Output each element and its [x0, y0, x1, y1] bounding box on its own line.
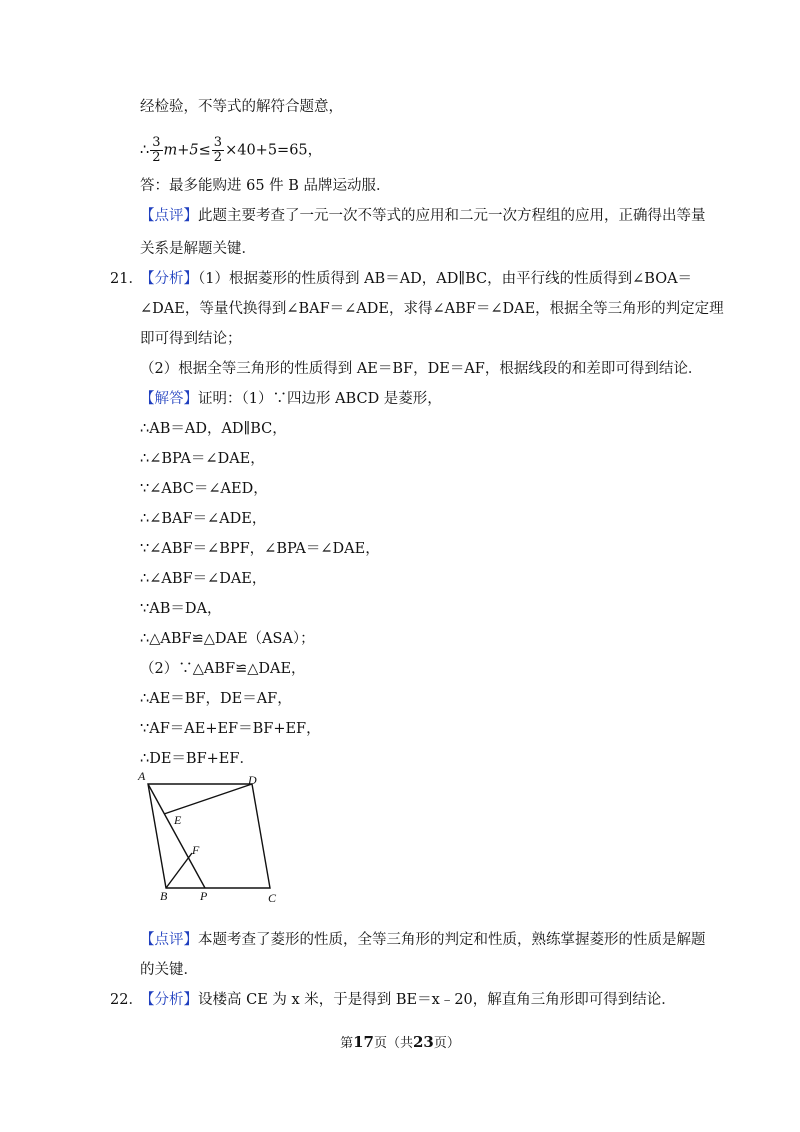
segment-bf	[166, 853, 192, 888]
total-pages: 23	[413, 1033, 434, 1051]
proof-line: ∴∠ABF＝∠DAE，	[140, 571, 267, 587]
tag-label: 【点评】	[140, 932, 198, 948]
tag-label: 【分析】	[140, 271, 198, 287]
proof-line: ∵∠ABF＝∠BPF，∠BPA＝∠DAE，	[140, 541, 380, 557]
fraction: $\frac{3}{2}$	[152, 135, 161, 165]
label-e: E	[174, 813, 182, 827]
label-b: B	[160, 889, 168, 903]
answer-line: 【解答】证明：（1）∵四边形 ABCD 是菱形，	[140, 391, 442, 407]
text-line: 的关键．	[140, 962, 198, 978]
text-line: 即可得到结论；	[140, 331, 242, 347]
text-line: 答：最多能购进 65 件 B 品牌运动服．	[140, 178, 391, 194]
label-d: D	[248, 773, 257, 787]
proof-line: （2）∵△ABF≌△DAE，	[140, 661, 306, 677]
page-number: 17	[353, 1033, 374, 1051]
text-line: 经检验，不等式的解符合题意，	[140, 99, 343, 115]
text-line: 关系是解题关键．	[140, 241, 256, 257]
label-c: C	[268, 891, 277, 905]
segment-de	[164, 784, 252, 814]
math-line: ∴ $\frac{3}{2}$ m+5≤ $\frac{3}{2}$ ×40+5=65，	[140, 135, 323, 165]
tag-label: 【解答】	[140, 391, 198, 407]
proof-line: ∴AB＝AD，AD∥BC，	[140, 421, 287, 437]
rhombus-abcd	[148, 784, 270, 888]
comment-line: 【点评】此题主要考查了一元一次不等式的应用和二元一次方程组的应用，正确得出等量	[140, 208, 706, 224]
question-number: 22．	[110, 992, 143, 1008]
tag-label: 【分析】	[140, 992, 198, 1008]
question-header: 21．【分析】（1）根据菱形的性质得到 AB＝AD，AD∥BC，由平行线的性质得到∠BOA＝	[110, 271, 693, 287]
proof-line: ∵∠ABC＝∠AED，	[140, 481, 268, 497]
proof-line: ∴∠BPA＝∠DAE，	[140, 451, 265, 467]
proof-line: ∴∠BAF＝∠ADE，	[140, 511, 267, 527]
page-footer: 第17页（共23页）	[340, 1033, 460, 1051]
proof-line: ∴DE＝BF+EF．	[140, 751, 254, 767]
fraction: $\frac{3}{2}$	[213, 135, 223, 165]
tag-label: 【点评】	[140, 208, 198, 224]
proof-line: ∵AB＝DA，	[140, 601, 222, 617]
proof-line: ∴AE＝BF，DE＝AF，	[140, 691, 292, 707]
question-header: 22．【分析】设楼高 CE 为 x 米，于是得到 BE＝x﹣20，解直角三角形即可得到结论．	[110, 992, 676, 1008]
label-p: P	[200, 889, 208, 903]
text-line: ∠DAE，等量代换得到∠BAF＝∠ADE，求得∠ABF＝∠DAE，根据全等三角形的判定定理	[140, 301, 724, 317]
label-a: A	[138, 769, 146, 783]
rhombus-figure	[134, 768, 294, 908]
proof-line: ∴△ABF≌△DAE（ASA）；	[140, 631, 315, 647]
comment-line: 【点评】本题考查了菱形的性质，全等三角形的判定和性质，熟练掌握菱形的性质是解题	[140, 932, 706, 948]
question-number: 21．	[110, 271, 143, 287]
label-f: F	[192, 843, 200, 857]
text-line: （2）根据全等三角形的性质得到 AE＝BF，DE＝AF，根据线段的和差即可得到结论．	[140, 361, 703, 377]
proof-line: ∵AF＝AE+EF＝BF+EF，	[140, 721, 321, 737]
